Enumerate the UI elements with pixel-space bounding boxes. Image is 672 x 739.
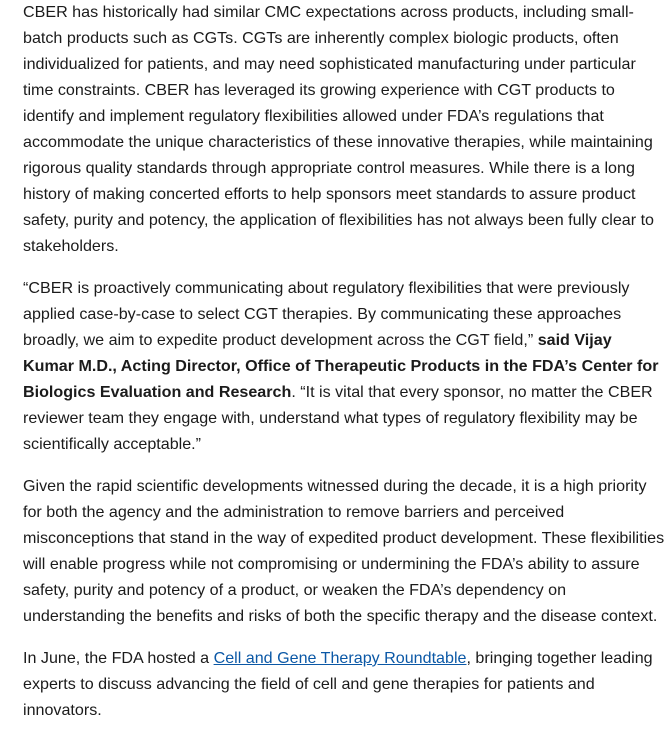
text-line: accommodate the unique characteristics of these innovative therapies, while maintaining: [23, 133, 653, 151]
paragraph-scientific-developments: [23, 473, 669, 629]
text-line: experts to discuss advancing the field of cell and gene therapies for patients and: [23, 675, 595, 693]
paragraph-cmc-expectations: [23, 0, 669, 259]
text-line: , bringing together leading: [466, 649, 653, 667]
text-line: time constraints. CBER has leveraged its growing experience with CGT products to: [23, 81, 615, 99]
text-line: . “It is vital that every sponsor, no matter the CBER: [291, 383, 653, 401]
text-line: “CBER is proactively communicating about regulatory flexibilities that were previously: [23, 279, 630, 297]
text-line: will enable progress while not compromising or undermining the FDA’s ability to assure: [23, 555, 640, 573]
speaker-attribution: Kumar M.D., Acting Director, Office of Therapeutic Products in the FDA’s Center for: [23, 357, 659, 375]
speaker-attribution: said Vijay: [537, 331, 612, 349]
text-line: misconceptions that stand in the way of expedited product development. These flexibilities: [23, 529, 665, 547]
text-line: identify and implement regulatory flexibilities allowed under FDA’s regulations that: [23, 107, 604, 125]
text-line: scientifically acceptable.”: [23, 435, 202, 453]
article-body: [23, 0, 669, 739]
text-line: rigorous quality standards through appropriate control measures. While there is a long: [23, 159, 635, 177]
text-line: stakeholders.: [23, 237, 119, 255]
text-line: safety, purity and potency of a product, or weaken the FDA’s dependency on: [23, 581, 567, 599]
roundtable-link[interactable]: Cell and Gene Therapy Roundtable: [213, 649, 467, 667]
text-line: Given the rapid scientific developments witnessed during the decade, it is a high priority: [23, 477, 647, 495]
text-line: CBER has historically had similar CMC expectations across products, including small-: [23, 3, 634, 21]
text-line: applied case-by-case to select CGT therapies. By communicating these approaches: [23, 305, 622, 323]
text-line: broadly, we aim to expedite product development across the CGT field,”: [23, 331, 534, 349]
text-line: safety, purity and potency, the application of flexibilities has not always been fully clear to: [23, 211, 654, 229]
text-line: understanding the benefits and risks of both the specific therapy and the disease context.: [23, 607, 658, 625]
text-line: reviewer team they engage with, understand what types of regulatory flexibility may be: [23, 409, 638, 427]
text-line: batch products such as CGTs. CGTs are inherently complex biologic products, often: [23, 29, 619, 47]
text-line: innovators.: [23, 701, 102, 719]
paragraph-roundtable: [23, 645, 669, 723]
text-line: history of making concerted efforts to help sponsors meet standards to assure product: [23, 185, 636, 203]
text-line: In June, the FDA hosted a: [23, 649, 214, 667]
text-line: for both the agency and the administration to remove barriers and perceived: [23, 503, 565, 521]
paragraph-quote: [23, 275, 669, 457]
text-line: individualized for patients, and may need sophisticated manufacturing under particular: [23, 55, 636, 73]
speaker-attribution: Biologics Evaluation and Research: [23, 383, 292, 401]
